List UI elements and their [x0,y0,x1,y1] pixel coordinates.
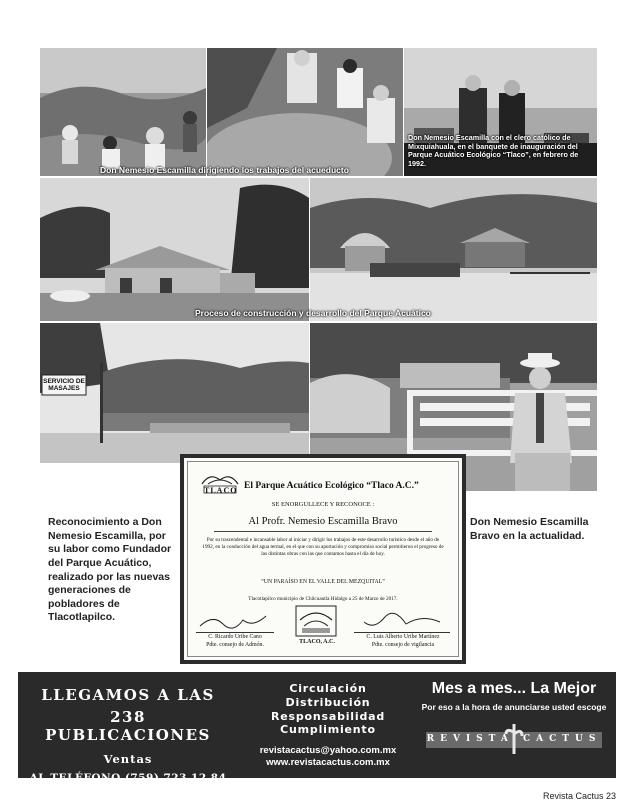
value-circulation: Circulación [289,682,367,695]
signature-right [362,612,442,632]
publications-line-1: LLEGAMOS A LAS [41,686,215,704]
cactus-logo-text: REVISTA CACTUS [426,734,602,744]
caption-aqueduct: Don Nemesio Escamilla dirigiendo los trabajos del acueducto [100,165,349,175]
footer-col-slogan [418,680,610,756]
slogan-subline: Por eso a la hora de anunciarse usted escoge [421,702,607,712]
contact-email[interactable]: revistacactus@yahoo.com.mx [259,745,397,756]
certificate-place-date: Tlacotlapilco municipio de Chilcuautla Hidalgo a 25 de Marzo de 2017. [248,596,398,602]
photo-construction-palapa [40,178,309,321]
sales-phone: AL TELÉFONO (759) 723 12 84 [29,772,227,784]
certificate-title: El Parque Acuático Ecológico “Tlaco A.C.” [244,481,419,491]
footer-col-publications [28,686,228,784]
sign-massage-service: SERVICIO DE MASAJES [43,378,85,393]
publications-line-2: 238 PUBLICACIONES [45,708,211,744]
recognition-certificate [180,454,466,664]
signature-left-role: Pdte. consejo de Admón. [206,642,264,648]
certificate-motto: “UN PARAÍSO EN EL VALLE DEL MEZQUITAL” [261,579,385,585]
seal-text: TLACO, A.C. [299,639,335,645]
photo-digging-trench [207,48,403,176]
value-responsibility: Responsabilidad [270,709,386,723]
footer-col-values [243,682,413,770]
signature-left-name: C. Ricardo Uribe Cano [208,634,262,640]
certificate-body: Por su trascendental e incansable labor al iniciar y dirigir los trabajos de este desarrollo turístico desde el año de 1992, en la conducción del agua termal, en el que con su aportación y compromiso social permitieron el progreso de las distintas obras con las que contamos hasta el día de hoy. [202,537,444,558]
page-number: Revista Cactus 23 [542,791,616,801]
certificate-subtitle: SE ENORGULLECE Y RECONOCE : [271,501,375,508]
sales-label: Ventas [103,752,153,766]
slogan-headline: Mes a mes... La Mejor [431,680,597,697]
current-portrait-caption: Don Nemesio Escamilla Bravo en la actualidad. [470,516,589,542]
caption-construction: Proceso de construcción y desarrollo del Parque Acuático [195,308,431,318]
signature-line-left [196,632,274,633]
photo-pool-area [40,323,309,463]
recipient-underline [214,531,432,532]
cactus-logo [426,722,602,756]
recognition-description: Reconocimiento a Don Nemesio Escamilla, por su labor como Fundador del Parque Acuático, realizado por las nuevas generaciones de pobladores de Tlacotlapilco. [48,516,172,624]
value-compliance: Cumplimiento [280,723,376,737]
caption-banquet: Don Nemesio Escamilla con el clero católico de Mixquiahuala, en el banquete de inauguración del Parque Acuático Ecológico “Tlaco”, en febrero de 1992. [408,133,579,168]
certificate-logo-text: TLACO [204,486,238,495]
signature-right-name: C. Luis Alberto Uribe Martínez [366,634,440,640]
photo-park-development [310,178,597,321]
value-distribution: Distribución [285,695,371,709]
certificate-recipient: Al Profr. Nemesio Escamilla Bravo [248,516,398,527]
footer-advertisement [18,672,616,784]
photo-workers-aqueduct [40,48,206,176]
signature-left [198,612,268,632]
signature-line-right [354,632,450,633]
tlaco-seal-icon [294,604,338,638]
signature-right-role: Pdte. consejo de vigilancia [371,642,435,648]
contact-website[interactable]: www.revistacactus.com.mx [266,757,390,769]
